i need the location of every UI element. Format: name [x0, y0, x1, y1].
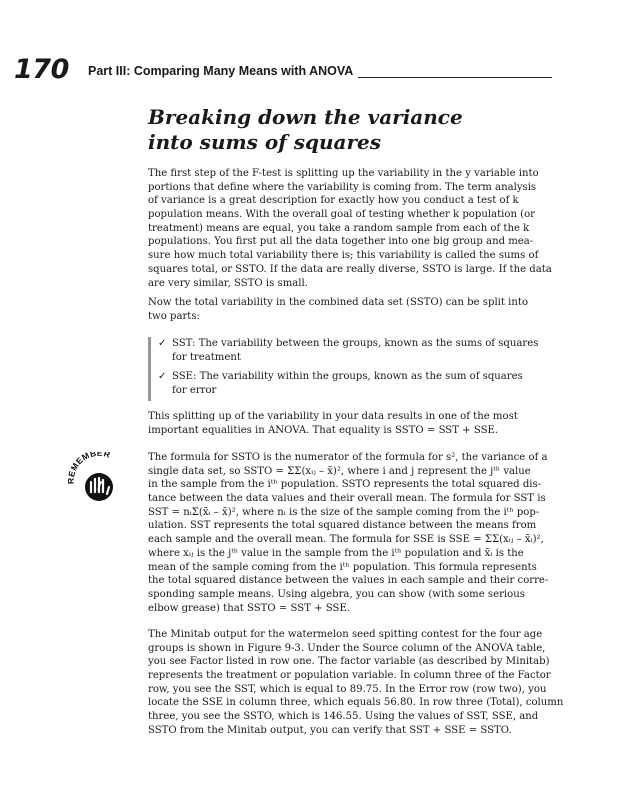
page-number: 170: [14, 54, 69, 85]
text-line: squares total, or SSTO. If the data are really diverse, SSTO is large. If the data: [148, 263, 552, 275]
text-line: SST = nᵢΣ(x̄ᵢ – x̄)², where nᵢ is the size of the sample coming from the iᵗʰ pop-: [148, 506, 540, 518]
text-line: Now the total variability in the combined data set (SSTO) can be split into: [148, 297, 529, 308]
remember-hand-icon: [68, 452, 130, 504]
text-line: of variance is a great description for exactly how you conduct a test of k: [148, 195, 519, 207]
checkmark-icon: ✓: [158, 371, 167, 382]
text-line: populations. You first put all the data together into one big group and mea-: [148, 236, 534, 248]
text-line: This splitting up of the variability in your data results in one of the most: [148, 411, 518, 422]
text-line: the total squared distance between the values in each sample and their corre-: [148, 575, 549, 587]
text-line: locate the SSE in column three, which equals 56.80. In row three (Total), column: [148, 697, 564, 709]
section-title-line: into sums of squares: [148, 130, 382, 154]
text-line: are very similar, SSTO is small.: [148, 277, 308, 289]
section-title: [148, 105, 463, 155]
text-line: The formula for SSTO is the numerator of the formula for s², the variance of a: [148, 452, 548, 463]
text-line: population means. With the overall goal of testing whether k population (or: [148, 209, 536, 221]
remember-label: MEMBER: [68, 452, 112, 473]
text-line: two parts:: [148, 310, 200, 322]
text-line: in the sample from the iᵗʰ population. SSTO represents the total squared dis-: [148, 479, 542, 491]
text-line: ulation. SST represents the total squared distance between the means from: [148, 520, 537, 532]
bullet-item-sst: [158, 337, 558, 364]
text-line: groups is shown in Figure 9-3. Under the Source column of the ANOVA table,: [148, 642, 546, 654]
text-line: mean of the sample coming from the iᵗʰ population. This formula represents: [148, 561, 537, 573]
text-line: The Minitab output for the watermelon seed spitting contest for the four age: [148, 629, 543, 640]
paragraph-minitab: [148, 628, 564, 738]
text-line: sponding sample means. Using algebra, you can show (with some serious: [148, 588, 525, 600]
text-line: three, you see the SSTO, which is 146.55. Using the values of SST, SSE, and: [148, 711, 539, 723]
bullet-item-sse: [158, 370, 558, 397]
bullet-text: for treatment: [172, 351, 241, 363]
text-line: where xᵢⱼ is the jᵗʰ value in the sample from the iᵗʰ population and x̄ᵢ is the: [148, 547, 524, 559]
text-line: you see Factor listed in row one. The factor variable (as described by Minitab): [148, 656, 550, 668]
text-line: elbow grease) that SSTO = SST + SSE.: [148, 602, 351, 614]
running-head: Part III: Comparing Many Means with ANOVA: [88, 64, 354, 78]
bullet-text: for error: [172, 384, 217, 396]
header-rule: [358, 77, 552, 78]
paragraph-equality: [148, 410, 558, 437]
remember-icon: [68, 452, 130, 504]
text-line: sure how much total variability there is; this variability is called the sums of: [148, 250, 539, 262]
paragraph-two-parts: [148, 296, 558, 323]
text-line: portions that define where the variability is coming from. The term analysis: [148, 181, 537, 193]
text-line: represents the treatment or population variable. In column three of the Factor: [148, 670, 551, 682]
text-line: SSTO from the Minitab output, you can verify that SST + SSE = SSTO.: [148, 724, 512, 736]
paragraph-intro: [148, 167, 558, 290]
bullet-text: SSE: The variability within the groups, known as the sum of squares: [172, 371, 523, 382]
bullet-bar: [148, 337, 151, 401]
bullet-text: SST: The variability between the groups, known as the sums of squares: [172, 338, 539, 349]
text-line: row, you see the SST, which is equal to 89.75. In the Error row (row two), you: [148, 683, 547, 695]
paragraph-formulas: [148, 451, 558, 615]
text-line: each sample and the overall mean. The formula for SSE is SSE = ΣΣ(xᵢⱼ – x̄ᵢ)²,: [148, 534, 544, 546]
text-line: treatment) means are equal, you take a random sample from each of the k: [148, 222, 530, 234]
text-line: tance between the data values and their overall mean. The formula for SST is: [148, 493, 546, 505]
text-line: important equalities in ANOVA. That equality is SSTO = SST + SSE.: [148, 424, 499, 436]
checkmark-icon: ✓: [158, 338, 167, 349]
text-line: The first step of the F-test is splitting up the variability in the y variable into: [148, 168, 539, 179]
section-title-line: Breaking down the variance: [148, 105, 463, 129]
text-line: single data set, so SSTO = ΣΣ(xᵢⱼ – x̄)², where i and j represent the jᵗʰ value: [148, 465, 531, 477]
